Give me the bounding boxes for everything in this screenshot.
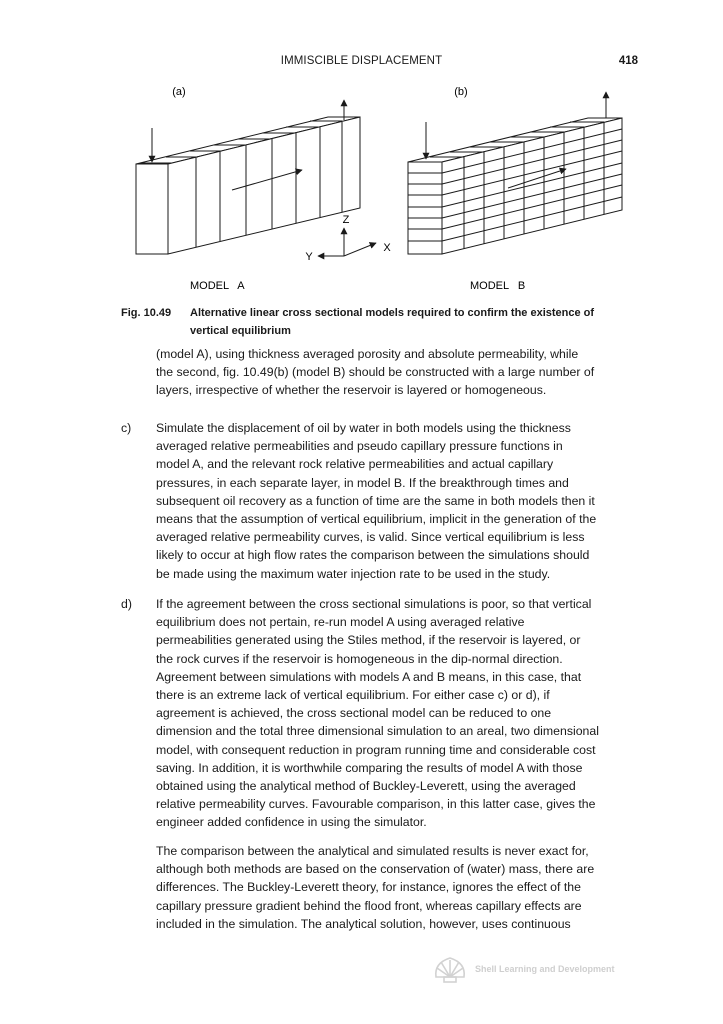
text-line: layers, irrespective of whether the reservoir is layered or homogeneous.	[156, 383, 547, 398]
text-line: If the agreement between the cross sectional simulations is poor, so that vertical	[156, 597, 592, 611]
text-line: differences. The Buckley-Leverett theory, for instance, ignores the effect of the	[156, 880, 581, 895]
text-line: included in the simulation. The analytical solution, however, uses continuous	[156, 916, 571, 931]
text-line: Simulate the displacement of oil by water in both models using the thickness	[156, 421, 571, 435]
axis-y-label: Y	[305, 251, 313, 263]
text-line: be made using the maximum water injection rate to be used in the study.	[156, 566, 551, 581]
item-c-paragraph	[156, 419, 646, 583]
closing-paragraph	[156, 842, 646, 933]
axis-x-label: X	[383, 242, 391, 254]
text-line: The comparison between the analytical and simulated results is never exact for,	[156, 844, 589, 858]
text-line: the second, fig. 10.49(b) (model B) should be constructed with a large number of	[156, 365, 595, 380]
text-line: although both methods are based on the conservation of (water) mass, there are	[156, 862, 595, 877]
panel-b-label: (b)	[454, 86, 468, 98]
text-line: agreement is achieved, the cross sectional model can be reduced to one	[156, 706, 552, 721]
text-line: capillary pressure gradient behind the flood front, whereas capillary effects are	[156, 898, 582, 913]
text-line: permeabilities generated using the Stiles method, if the reservoir is layered, or	[156, 633, 581, 648]
text-line: means that the assumption of vertical equilibrium, implicit in the generation of the	[156, 512, 597, 527]
text-line: subsequent oil recovery as a function of time are the same in both models then it	[156, 493, 595, 508]
footer-text: Shell Learning and Development	[475, 964, 615, 974]
axis-z-label: Z	[342, 214, 350, 226]
text-line: equilibrium does not pertain, re-run model A using averaged relative	[156, 615, 525, 630]
footer-branding	[432, 955, 647, 985]
caption-line: vertical equilibrium	[190, 325, 291, 337]
text-line: (model A), using thickness averaged porosity and absolute permeability, while	[156, 347, 579, 361]
text-line: Agreement between simulations with models A and B means, in this case, that	[156, 669, 582, 684]
model-a-block	[136, 100, 360, 254]
list-marker-c: c)	[121, 421, 132, 435]
running-header-title: IMMISCIBLE DISPLACEMENT	[280, 55, 443, 67]
figure-caption-text	[190, 304, 650, 340]
text-line: dimension and the total three dimensional simulation to an areal, two dimensional	[156, 724, 599, 739]
figure-number: Fig. 10.49	[121, 307, 172, 319]
text-line: averaged relative permeabilities and pseudo capillary pressure functions in	[156, 439, 563, 454]
caption-line: Alternative linear cross sectional models required to confirm the existence of	[190, 307, 595, 319]
list-marker-d: d)	[121, 597, 132, 611]
page-number: 418	[618, 55, 638, 67]
figure-10-49	[0, 0, 723, 300]
model-b-block	[408, 92, 622, 254]
panel-a-label: (a)	[172, 86, 186, 98]
text-line: obtained using the analytical method of Buckley-Leverett, using the averaged	[156, 779, 576, 794]
text-line: model, with consequent reduction in program running time and considerable cost	[156, 742, 596, 757]
text-line: there is an extreme lack of vertical equilibrium. For either case c) or d), if	[156, 688, 550, 703]
text-line: likely to occur at high flow rates the comparison between the simulations should	[156, 548, 590, 563]
text-line: averaged relative permeability curves, is valid. Since vertical equilibrium is less	[156, 530, 585, 545]
text-line: model A, and the relevant rock relative permeabilities and actual capillary	[156, 457, 554, 472]
shell-logo-icon	[432, 955, 468, 985]
model-a-label: MODEL A	[190, 280, 245, 292]
model-b-label: MODEL B	[470, 280, 526, 292]
text-line: pressures, in each separate layer, in model B. If the breakthrough times and	[156, 475, 569, 490]
text-line: relative permeability curves. Favourable comparison, in this latter case, gives the	[156, 797, 596, 812]
item-d-paragraph	[156, 595, 646, 832]
text-line: saving. In addition, it is worthwhile comparing the results of model A with those	[156, 760, 583, 775]
text-line: engineer added confidence in using the simulator.	[156, 815, 427, 830]
text-line: the rock curves if the reservoir is homogeneous in the dip-normal direction.	[156, 651, 563, 666]
axis-triad	[318, 228, 376, 256]
intro-paragraph	[156, 345, 646, 400]
